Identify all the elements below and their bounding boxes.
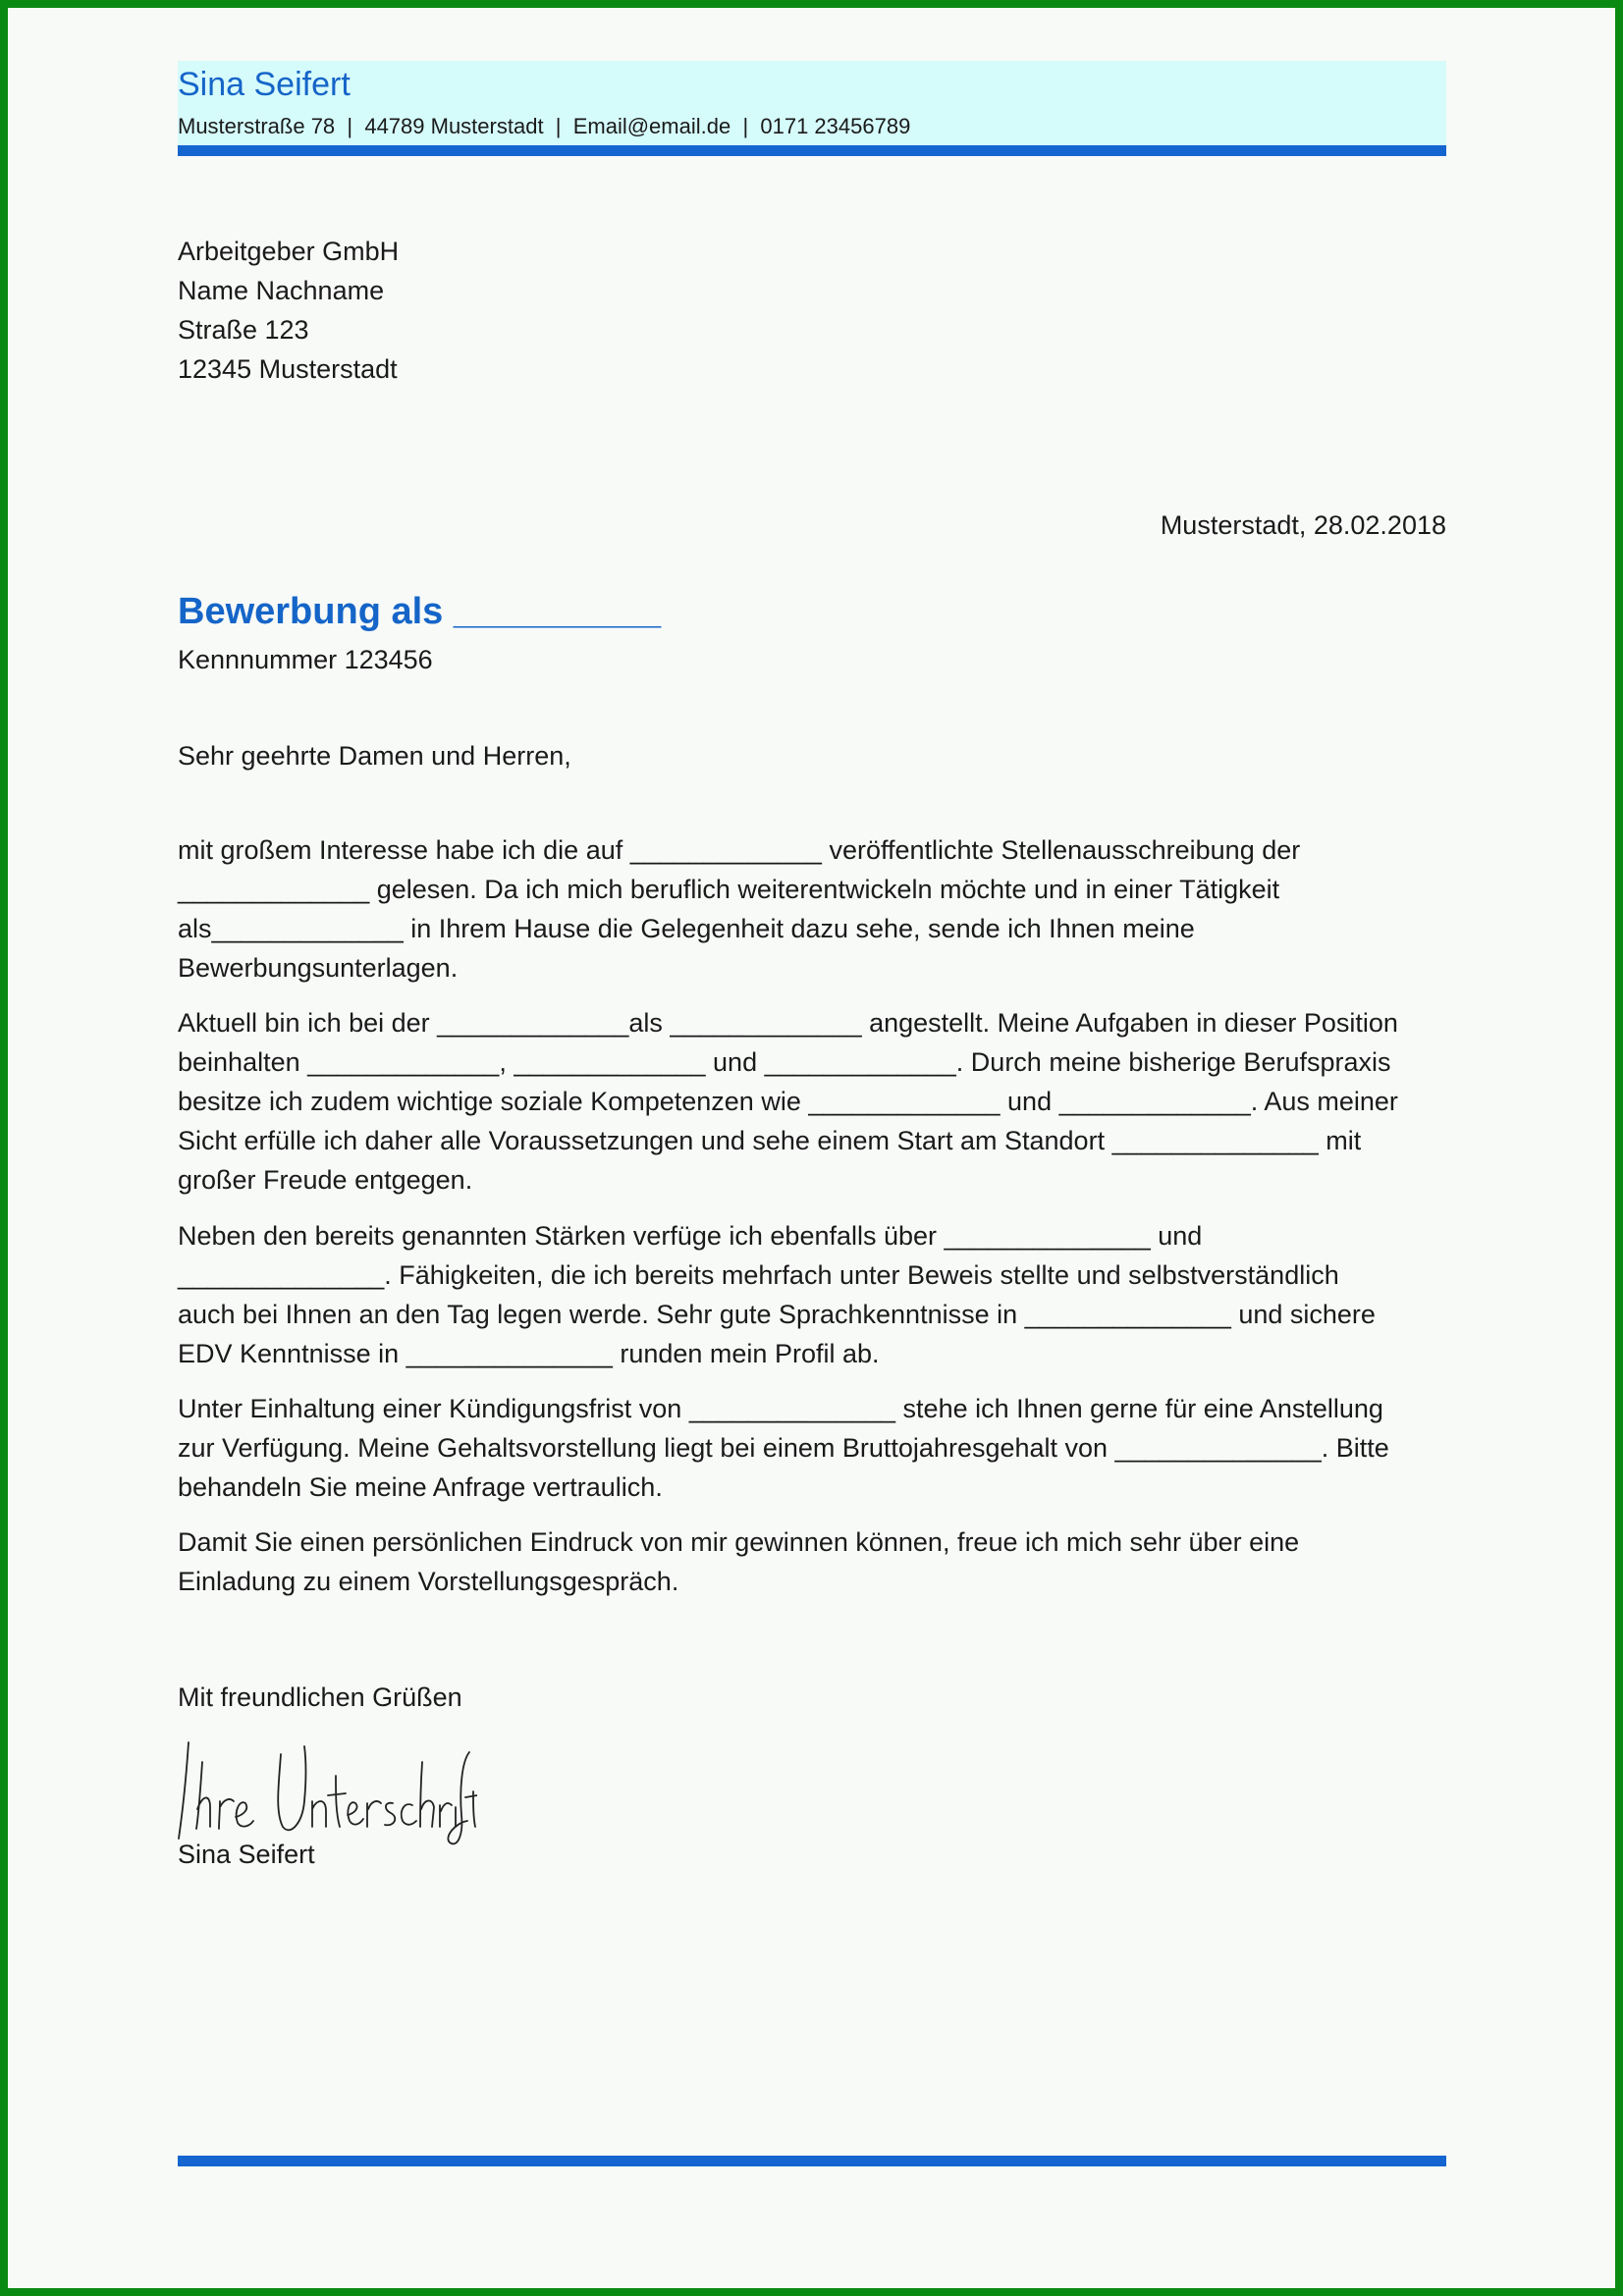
date-line: Musterstadt, 28.02.2018	[1160, 510, 1446, 540]
paragraph-line: Bewerbungsunterlagen.	[178, 953, 459, 983]
sender-contact-line: Musterstraße 78 | 44789 Musterstadt | Email@email.de | 0171 23456789	[178, 114, 911, 138]
recipient-line: Name Nachname	[178, 276, 385, 305]
body-paragraph	[178, 1003, 1454, 1200]
header-divider	[178, 145, 1446, 156]
body-paragraph	[178, 1522, 1454, 1601]
paragraph-line: Unter Einhaltung einer Kündigungsfrist von ______________ stehe ich Ihnen gerne für eine Anstellung	[178, 1394, 1383, 1423]
recipient-address	[178, 232, 399, 389]
paragraph-line: Sicht erfülle ich daher alle Voraussetzungen und sehe einem Start am Standort ______________ mit	[178, 1126, 1362, 1155]
recipient-line: 12345 Musterstadt	[178, 354, 398, 384]
body-paragraph	[178, 830, 1454, 988]
reference-number: Kennnummer 123456	[178, 645, 433, 674]
paragraph-line: EDV Kenntnisse in ______________ runden mein Profil ab.	[178, 1339, 880, 1368]
paragraph-line: besitze ich zudem wichtige soziale Kompetenzen wie _____________ und _____________. Aus meiner	[178, 1087, 1398, 1116]
handwritten-signature	[173, 1733, 477, 1850]
paragraph-line: Neben den bereits genannten Stärken verfüge ich ebenfalls über ______________ und	[178, 1221, 1203, 1251]
signer-name: Sina Seifert	[178, 1840, 315, 1869]
paragraph-line: großer Freude entgegen.	[178, 1165, 473, 1195]
paragraph-line: beinhalten _____________, _____________ und _____________. Durch meine bisherige Berufspraxis	[178, 1047, 1391, 1077]
paragraph-line: Einladung zu einem Vorstellungsgespräch.	[178, 1567, 679, 1596]
paragraph-line: Aktuell bin ich bei der _____________als _____________ angestellt. Meine Aufgaben in dieser Position	[178, 1008, 1398, 1038]
paragraph-line: Damit Sie einen persönlichen Eindruck von mir gewinnen können, freue ich mich sehr über eine	[178, 1527, 1300, 1557]
paragraph-line: als_____________ in Ihrem Hause die Gelegenheit dazu sehe, sende ich Ihnen meine	[178, 914, 1195, 943]
recipient-line: Arbeitgeber GmbH	[178, 237, 400, 266]
paragraph-line: mit großem Interesse habe ich die auf _____________ veröffentlichte Stellenausschreibung der	[178, 835, 1301, 865]
paragraph-line: ______________. Fähigkeiten, die ich bereits mehrfach unter Beweis stellte und selbstverständlich	[178, 1260, 1339, 1290]
body-paragraph	[178, 1389, 1454, 1507]
paragraph-line: zur Verfügung. Meine Gehaltsvorstellung liegt bei einem Bruttojahresgehalt von ______________. Bitte	[178, 1433, 1389, 1463]
footer-divider	[178, 2156, 1446, 2166]
paragraph-line: behandeln Sie meine Anfrage vertraulich.	[178, 1472, 663, 1502]
sender-name: Sina Seifert	[178, 66, 351, 103]
paragraph-line: auch bei Ihnen an den Tag legen werde. Sehr gute Sprachkenntnisse in ______________ und sichere	[178, 1300, 1376, 1329]
body-paragraph	[178, 1216, 1454, 1373]
subject-title: Bewerbung als __________	[178, 591, 662, 632]
recipient-line: Straße 123	[178, 315, 309, 345]
salutation: Sehr geehrte Damen und Herren,	[178, 741, 571, 771]
closing-phrase: Mit freundlichen Grüßen	[178, 1682, 462, 1712]
paragraph-line: _____________ gelesen. Da ich mich beruflich weiterentwickeln möchte und in einer Tätigkeit	[178, 875, 1280, 904]
